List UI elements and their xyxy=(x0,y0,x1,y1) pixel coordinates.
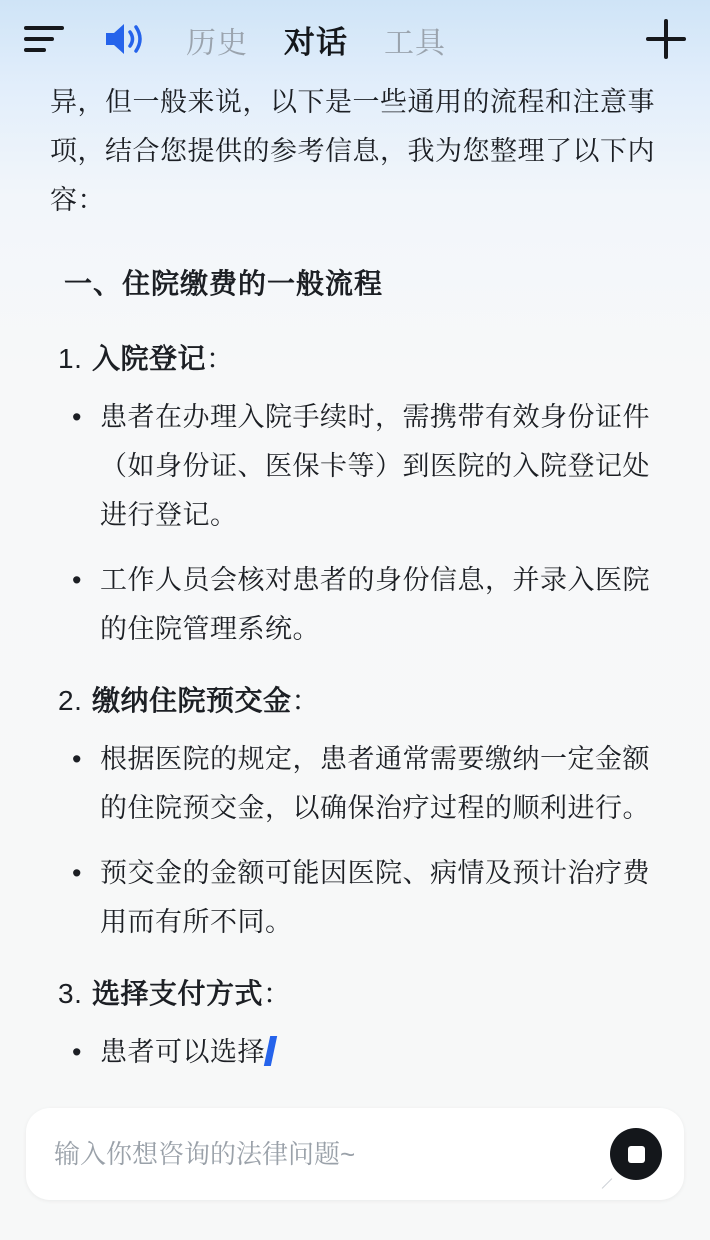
tab-tools[interactable]: 工具 xyxy=(384,26,446,60)
menu-line-2 xyxy=(24,37,54,41)
bullet-dot: • xyxy=(72,744,82,774)
plus-icon[interactable] xyxy=(646,19,686,59)
tab-chat[interactable]: 对话 xyxy=(284,24,348,60)
bullet-text: 患者在办理入院手续时，需携带有效身份证件（如身份证、医保卡等）到医院的入院登记处进行登记。 xyxy=(100,402,650,530)
section-heading: 一、住院缴费的一般流程 xyxy=(64,268,384,299)
hamburger-menu-icon[interactable] xyxy=(24,24,64,54)
typing-caret-icon xyxy=(264,1036,277,1066)
bullet-dot: • xyxy=(72,858,82,888)
menu-line-3 xyxy=(24,48,46,52)
list-item xyxy=(72,1028,660,1077)
list-item xyxy=(58,969,660,1018)
composer-bar[interactable] xyxy=(26,1108,684,1200)
composer-area xyxy=(0,1090,710,1240)
list-item xyxy=(58,334,660,383)
top-bar xyxy=(0,0,710,78)
list-item xyxy=(72,735,660,833)
bullet-dot: • xyxy=(72,565,82,595)
assistant-message xyxy=(50,78,660,1077)
tab-history[interactable]: 历史 xyxy=(186,26,248,60)
tab-bar xyxy=(186,17,446,62)
step-number: 1. xyxy=(58,343,83,374)
step-colon: ： xyxy=(206,343,235,374)
list-item xyxy=(72,849,660,947)
menu-line-1 xyxy=(24,26,64,30)
stop-square-icon xyxy=(628,1146,645,1163)
bullet-text: 工作人员会核对患者的身份信息，并录入医院的住院管理系统。 xyxy=(100,565,650,644)
step-number: 2. xyxy=(58,685,83,716)
step-colon: ： xyxy=(291,685,321,716)
step-title: 入院登记 xyxy=(92,343,207,374)
bullet-text: 患者可以选择 xyxy=(100,1037,265,1067)
list-item xyxy=(72,556,660,654)
message-intro-paragraph: 异，但一般来说，以下是一些通用的流程和注意事项，结合您提供的参考信息，我为您整理了以下内容： xyxy=(50,87,655,215)
bullet-dot: • xyxy=(72,402,82,432)
step-number: 3. xyxy=(58,978,83,1009)
bullet-text: 根据医院的规定，患者通常需要缴纳一定金额的住院预交金，以确保治疗过程的顺利进行。 xyxy=(100,744,650,823)
step-title: 选择支付方式 xyxy=(92,978,264,1009)
step-colon: ： xyxy=(263,978,292,1009)
bullet-dot: • xyxy=(72,1037,82,1067)
list-item xyxy=(58,676,660,725)
conversation-scroll-area[interactable] xyxy=(0,78,710,1090)
message-input[interactable] xyxy=(54,1139,610,1170)
bullet-text-streaming xyxy=(100,1028,660,1077)
speaker-on-icon[interactable] xyxy=(102,19,148,59)
step-title: 缴纳住院预交金 xyxy=(92,685,292,716)
stop-generation-button[interactable] xyxy=(610,1128,662,1180)
bullet-text: 预交金的金额可能因医院、病情及预计治疗费用而有所不同。 xyxy=(100,858,650,937)
list-item xyxy=(72,393,660,540)
